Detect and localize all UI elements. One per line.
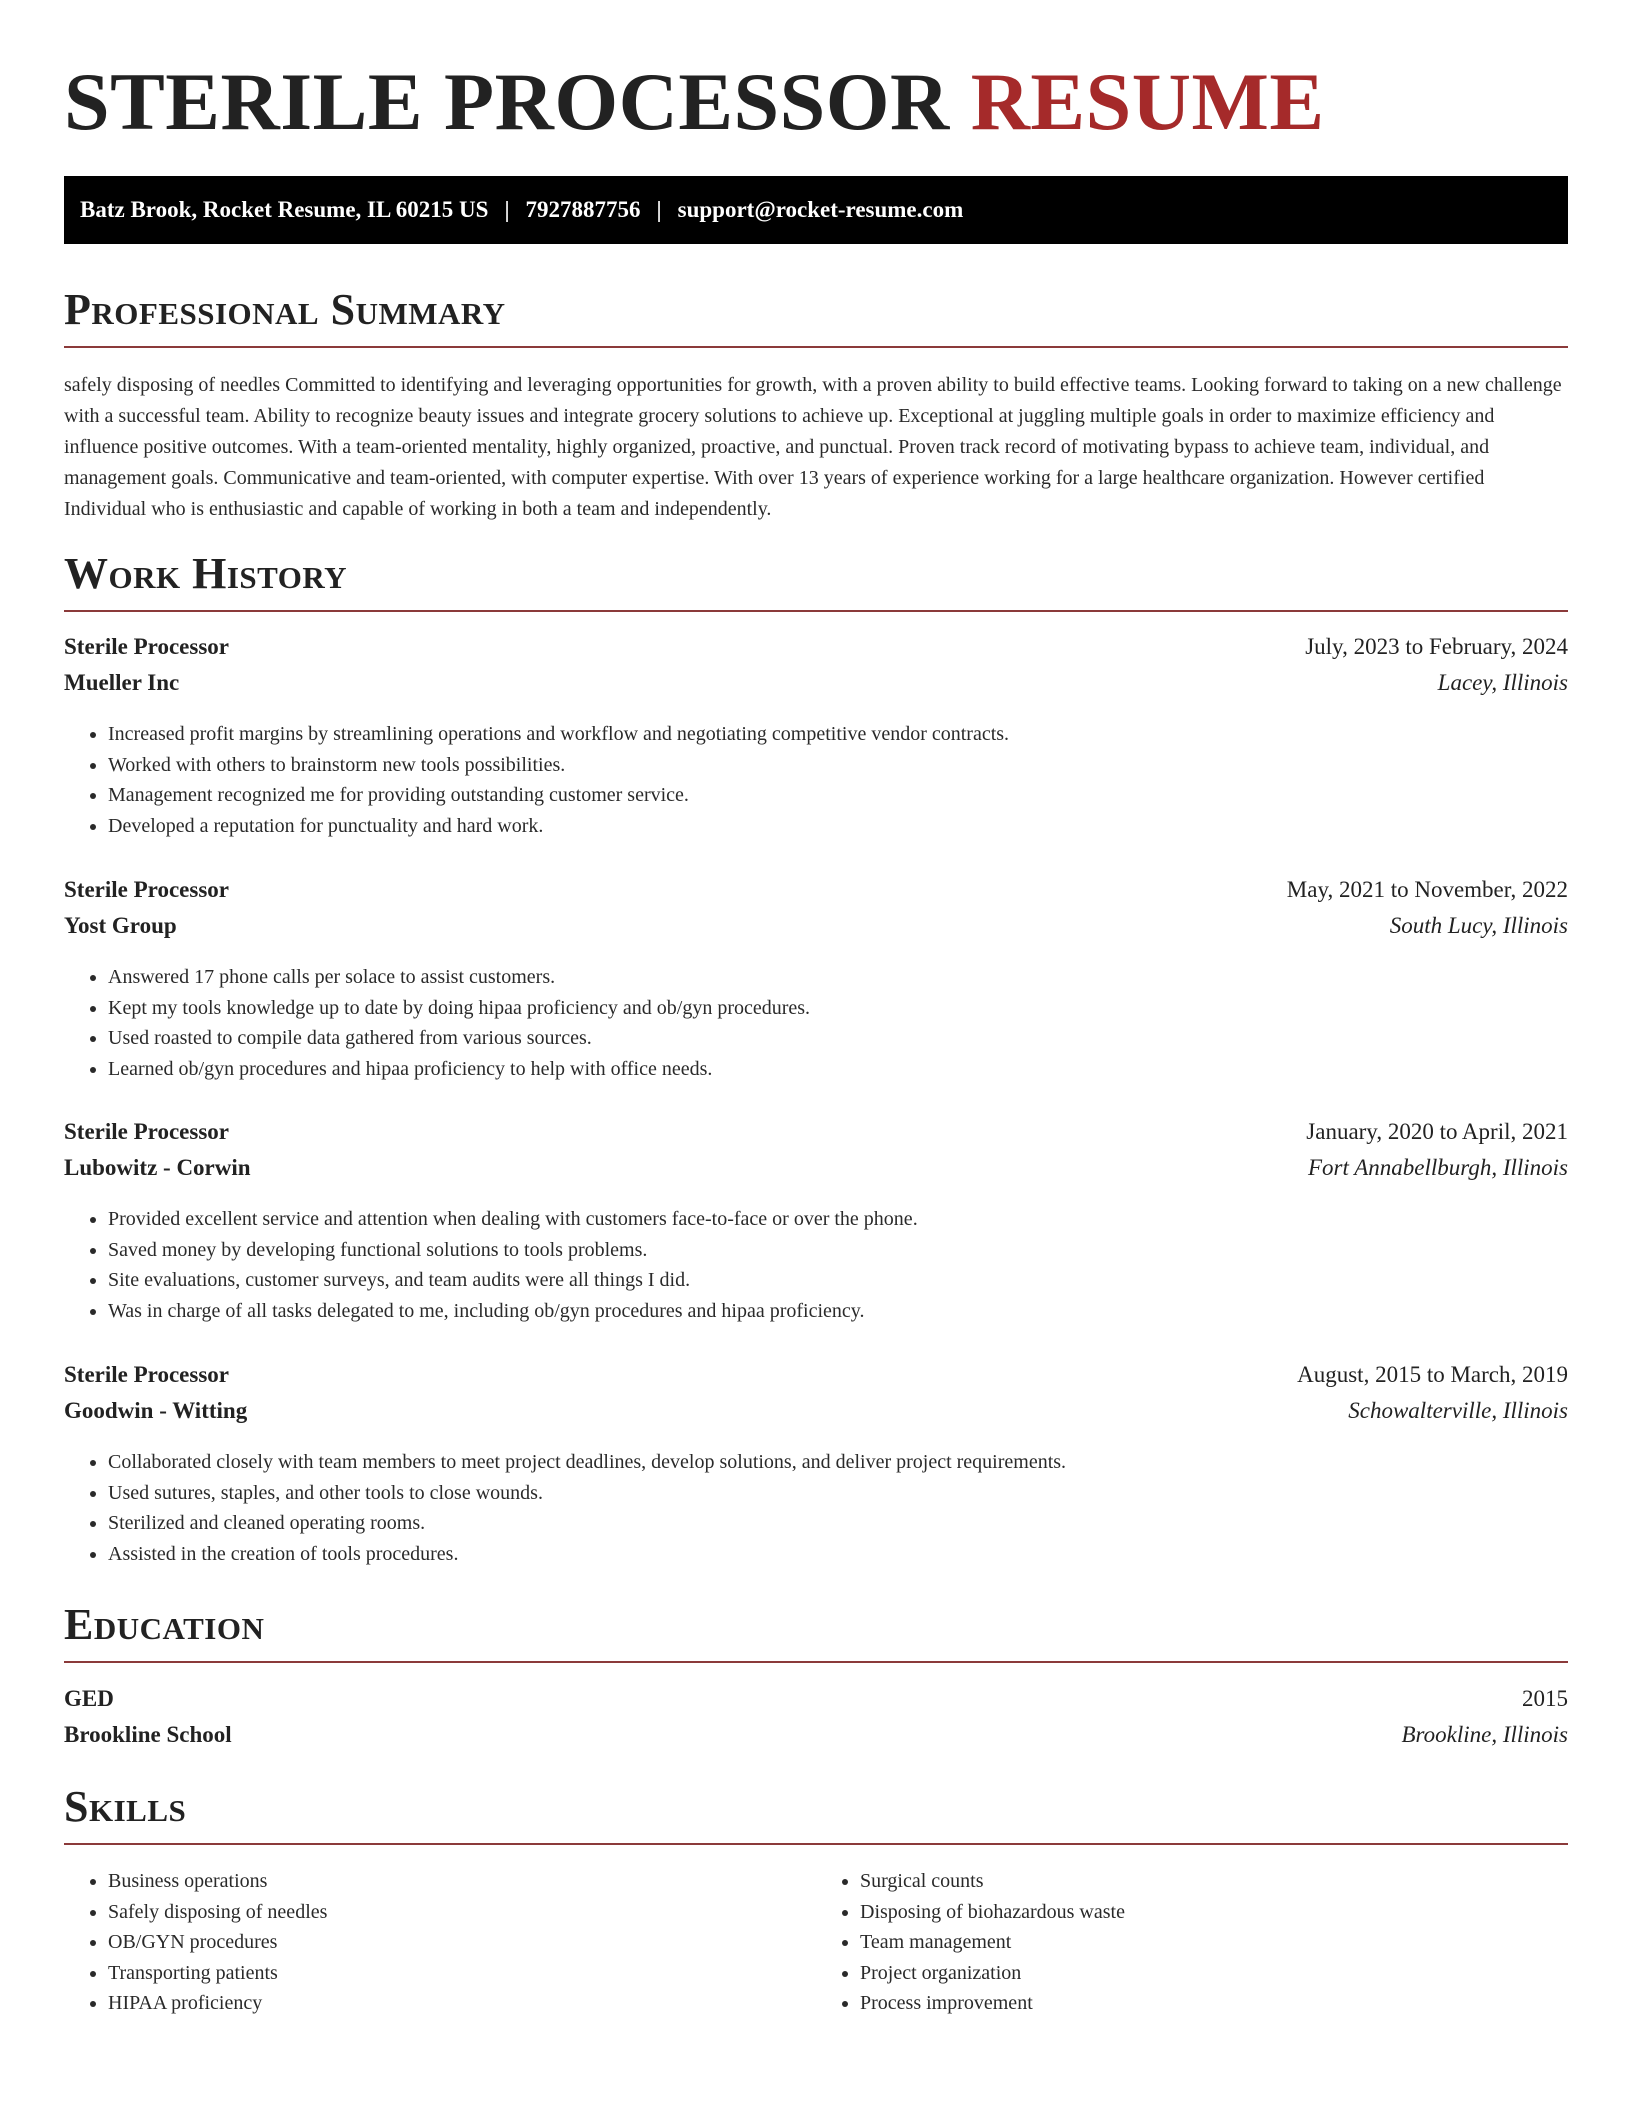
education-degree-row	[64, 1686, 1568, 1722]
job-bullet: • Was in charge of all tasks delegated to me, including ob/gyn procedures and hipaa proficiency.	[108, 1296, 1568, 1327]
contact-bar	[64, 176, 1568, 244]
education-entry	[64, 1686, 1568, 1758]
contact-separator: |	[656, 197, 662, 222]
job-location: Lacey, Illinois	[1437, 670, 1568, 695]
job-company-row	[64, 1398, 1568, 1434]
summary-text: safely disposing of needles Committed to identifying and leveraging opportunities for growth, with a proven ability to build effective teams. Looking forward to taking on a new challenge with a successful team. Ability to recognize beauty issues and integrate grocery solutions to achieve up. Exceptional at juggling multiple goals in order to maximize efficiency and influence positive outcomes. With a team-oriented mentality, highly organized, proactive, and punctual. Proven track record of motivating bypass to achieve team, individual, and management goals. Communicative and team-oriented, with computer expertise. With over 13 years of experience working for a large healthcare organization. However certified Individual who is enthusiastic and capable of working in both a team and independently.	[64, 374, 1562, 520]
skill-item: • Surgical counts	[860, 1866, 1568, 1897]
job-dates: August, 2015 to March, 2019	[1297, 1362, 1568, 1387]
contact-email[interactable]: support@rocket-resume.com	[677, 197, 964, 222]
job-company-row	[64, 1155, 1568, 1191]
job-bullets	[64, 1447, 1568, 1569]
job-bullet: • Sterilized and cleaned operating rooms.	[108, 1508, 1568, 1539]
section-heading-education: Education	[64, 1599, 1568, 1663]
section-heading-skills: Skills	[64, 1781, 1568, 1845]
job-bullet: • Worked with others to brainstorm new tools possibilities.	[108, 750, 1568, 781]
job-bullet: • Site evaluations, customer surveys, and team audits were all things I did.	[108, 1265, 1568, 1296]
job-title: Sterile Processor	[64, 877, 229, 902]
job-bullets	[64, 962, 1568, 1084]
skill-item: • Team management	[860, 1927, 1568, 1958]
job-bullet: • Management recognized me for providing outstanding customer service.	[108, 780, 1568, 811]
job-bullets	[64, 719, 1568, 841]
job-dates: January, 2020 to April, 2021	[1306, 1119, 1568, 1144]
job-title: Sterile Processor	[64, 634, 229, 659]
section-heading-summary: Professional Summary	[64, 284, 1568, 348]
title-accent: RESUME	[970, 56, 1325, 147]
job-bullet: • Learned ob/gyn procedures and hipaa proficiency to help with office needs.	[108, 1054, 1568, 1085]
job-bullet: • Used roasted to compile data gathered from various sources.	[108, 1023, 1568, 1054]
skill-item: • HIPAA proficiency	[108, 1988, 816, 2019]
job-location: Schowalterville, Illinois	[1348, 1398, 1568, 1423]
job-header-row	[64, 634, 1568, 670]
skills-list	[64, 1866, 1568, 2019]
job-bullet: • Developed a reputation for punctuality and hard work.	[108, 811, 1568, 842]
job-bullet: • Kept my tools knowledge up to date by doing hipaa proficiency and ob/gyn procedures.	[108, 993, 1568, 1024]
skill-item: • Project organization	[860, 1958, 1568, 1989]
skill-item: • Disposing of biohazardous waste	[860, 1897, 1568, 1928]
job-bullet: • Provided excellent service and attention when dealing with customers face-to-face or over the phone.	[108, 1204, 1568, 1235]
education-school: Brookline School	[64, 1722, 232, 1747]
job-title: Sterile Processor	[64, 1119, 229, 1144]
job-entry	[64, 877, 1568, 1084]
skill-item: • Process improvement	[860, 1988, 1568, 2019]
job-entry	[64, 1362, 1568, 1569]
job-dates: July, 2023 to February, 2024	[1305, 634, 1568, 659]
job-dates: May, 2021 to November, 2022	[1286, 877, 1568, 902]
job-company-row	[64, 913, 1568, 949]
job-entry	[64, 1119, 1568, 1326]
skill-item: • Transporting patients	[108, 1958, 816, 1989]
job-header-row	[64, 1119, 1568, 1155]
job-bullet: • Answered 17 phone calls per solace to assist customers.	[108, 962, 1568, 993]
education-school-row	[64, 1722, 1568, 1758]
job-title: Sterile Processor	[64, 1362, 229, 1387]
resume-title	[64, 52, 1325, 152]
job-bullet: • Assisted in the creation of tools procedures.	[108, 1539, 1568, 1570]
job-location: South Lucy, Illinois	[1389, 913, 1568, 938]
job-company-row	[64, 670, 1568, 706]
job-entry	[64, 634, 1568, 841]
section-heading-work: Work History	[64, 548, 1568, 612]
job-bullets	[64, 1204, 1568, 1326]
job-bullet: • Saved money by developing functional solutions to tools problems.	[108, 1235, 1568, 1266]
contact-separator: |	[504, 197, 510, 222]
skills-column-left	[64, 1866, 816, 2019]
title-main: STERILE PROCESSOR	[64, 56, 950, 147]
job-header-row	[64, 1362, 1568, 1398]
skill-item: • OB/GYN procedures	[108, 1927, 816, 1958]
skill-item: • Business operations	[108, 1866, 816, 1897]
education-location: Brookline, Illinois	[1401, 1722, 1568, 1747]
job-company: Lubowitz - Corwin	[64, 1155, 251, 1180]
job-header-row	[64, 877, 1568, 913]
job-location: Fort Annabellburgh, Illinois	[1307, 1155, 1568, 1180]
skill-item: • Safely disposing of needles	[108, 1897, 816, 1928]
education-year: 2015	[1522, 1686, 1568, 1711]
job-bullet: • Collaborated closely with team members to meet project deadlines, develop solutions, and deliver project requirements.	[108, 1447, 1568, 1478]
job-company: Yost Group	[64, 913, 177, 938]
contact-phone[interactable]: 7927887756	[525, 197, 641, 222]
job-bullet: • Used sutures, staples, and other tools to close wounds.	[108, 1478, 1568, 1509]
job-company: Goodwin - Witting	[64, 1398, 248, 1423]
education-degree: GED	[64, 1686, 114, 1711]
job-company: Mueller Inc	[64, 670, 180, 695]
job-bullet: • Increased profit margins by streamlining operations and workflow and negotiating competitive vendor contracts.	[108, 719, 1568, 750]
skills-column-right	[816, 1866, 1568, 2019]
contact-address: Batz Brook, Rocket Resume, IL 60215 US	[80, 197, 489, 222]
